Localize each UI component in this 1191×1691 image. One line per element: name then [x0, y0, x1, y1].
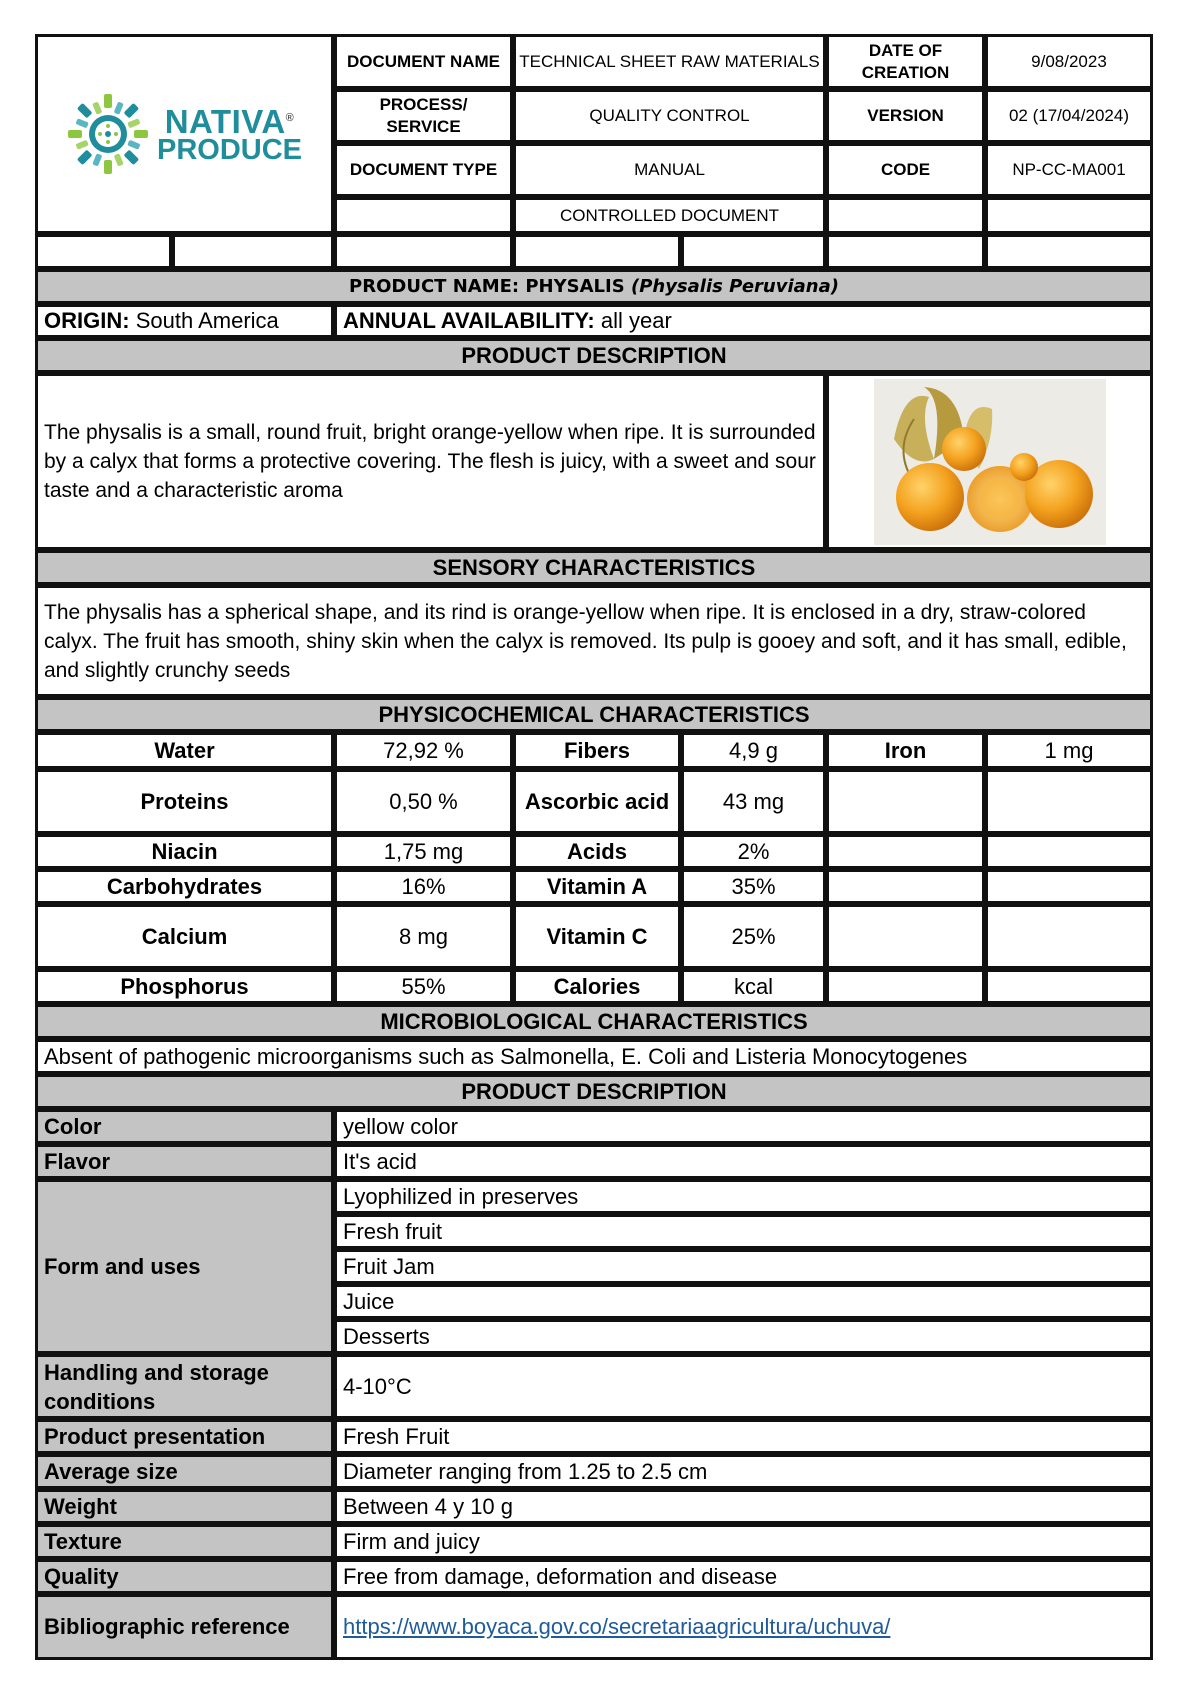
registered-mark: ® [285, 112, 295, 124]
size-label: Average size [35, 1454, 334, 1489]
document-name-value: TECHNICAL SHEET RAW MATERIALS [513, 34, 826, 89]
sun-logo-icon [67, 93, 149, 175]
biblio-label: Bibliographic reference [35, 1594, 334, 1660]
physico-cell [826, 834, 985, 869]
product-photo-cell [826, 373, 1153, 550]
physico-cell: 72,92 % [334, 732, 513, 769]
empty-cell [334, 197, 513, 234]
date-value: 9/08/2023 [985, 34, 1153, 89]
controlled-document-label: CONTROLLED DOCUMENT [513, 197, 826, 234]
details-title: PRODUCT DESCRIPTION [35, 1074, 1153, 1109]
micro-text: Absent of pathogenic microorganisms such as Salmonella, E. Coli and Listeria Monocytogenes [35, 1039, 1153, 1074]
availability-cell [334, 304, 1153, 338]
physico-cell: 25% [681, 904, 826, 969]
presentation-value: Fresh Fruit [334, 1419, 1153, 1454]
physico-cell: 35% [681, 869, 826, 904]
logo-box [35, 34, 334, 234]
origin-value: South America [135, 308, 279, 333]
quality-label: Quality [35, 1559, 334, 1594]
origin-cell [35, 304, 334, 338]
physico-cell [985, 769, 1153, 834]
logo-wordmark-bottom: PRODUCE [156, 134, 302, 166]
company-logo [67, 93, 302, 175]
physico-cell: 1,75 mg [334, 834, 513, 869]
product-scientific-name: (Physalis Peruviana) [630, 276, 839, 297]
physico-cell: Proteins [35, 769, 334, 834]
physico-cell: Carbohydrates [35, 869, 334, 904]
physico-cell: 1 mg [985, 732, 1153, 769]
uses-item: Desserts [334, 1319, 1153, 1354]
uses-item: Fruit Jam [334, 1249, 1153, 1284]
texture-value: Firm and juicy [334, 1524, 1153, 1559]
bibliographic-reference-link[interactable]: https://www.boyaca.gov.co/secretariaagricultura/uchuva/ [343, 1614, 891, 1639]
version-value: 02 (17/04/2024) [985, 89, 1153, 143]
uses-item: Fresh fruit [334, 1214, 1153, 1249]
physico-cell: 55% [334, 969, 513, 1004]
physico-cell: Water [35, 732, 334, 769]
code-value: NP-CC-MA001 [985, 143, 1153, 197]
product-name-bar [35, 269, 1153, 304]
empty-cell [826, 234, 985, 269]
weight-label: Weight [35, 1489, 334, 1524]
logo-wordmark-top: NATIVA [164, 103, 286, 140]
origin-label: ORIGIN: [44, 308, 130, 333]
storage-label: Handling and storage conditions [35, 1354, 334, 1419]
biblio-cell [334, 1594, 1153, 1660]
document-name-label: DOCUMENT NAME [334, 34, 513, 89]
physico-cell: 16% [334, 869, 513, 904]
physico-cell: Iron [826, 732, 985, 769]
process-label: PROCESS/ SERVICE [334, 89, 513, 143]
sensory-text: The physalis has a spherical shape, and its rind is orange-yellow when ripe. It is enclosed in a dry, straw-colored calyx. The fruit has smooth, shiny skin when the calyx is removed. Its pulp is gooey and soft, and it has small, edible, and slightly crunchy seeds [35, 585, 1153, 697]
flavor-value: It's acid [334, 1144, 1153, 1179]
color-label: Color [35, 1109, 334, 1144]
presentation-label: Product presentation [35, 1419, 334, 1454]
physico-cell: Fibers [513, 732, 681, 769]
texture-label: Texture [35, 1524, 334, 1559]
physalis-photo [874, 379, 1106, 545]
description-text: The physalis is a small, round fruit, bright orange-yellow when ripe. It is surrounded by a calyx that forms a protective covering. The flesh is juicy, with a sweet and sour taste and a characteristic aroma [35, 373, 826, 550]
physico-cell [826, 869, 985, 904]
physico-cell: Ascorbic acid [513, 769, 681, 834]
date-label: DATE OF CREATION [826, 34, 985, 89]
uses-item: Lyophilized in preserves [334, 1179, 1153, 1214]
empty-cell [172, 234, 334, 269]
availability-label: ANNUAL AVAILABILITY: [343, 308, 595, 333]
product-name: PRODUCT NAME: PHYSALIS [349, 276, 625, 297]
physico-cell [985, 904, 1153, 969]
doctype-value: MANUAL [513, 143, 826, 197]
physico-cell [985, 834, 1153, 869]
physico-cell: 43 mg [681, 769, 826, 834]
empty-cell [681, 234, 826, 269]
physico-cell: Phosphorus [35, 969, 334, 1004]
physico-cell: Calcium [35, 904, 334, 969]
color-value: yellow color [334, 1109, 1153, 1144]
weight-value: Between 4 y 10 g [334, 1489, 1153, 1524]
sensory-title: SENSORY CHARACTERISTICS [35, 550, 1153, 585]
physico-cell: 4,9 g [681, 732, 826, 769]
physico-cell [826, 969, 985, 1004]
physico-cell: Vitamin C [513, 904, 681, 969]
description-title: PRODUCT DESCRIPTION [35, 338, 1153, 373]
physico-cell: kcal [681, 969, 826, 1004]
physico-title: PHYSICOCHEMICAL CHARACTERISTICS [35, 697, 1153, 732]
availability-value: all year [600, 308, 672, 333]
uses-item: Juice [334, 1284, 1153, 1319]
empty-cell [826, 197, 985, 234]
code-label: CODE [826, 143, 985, 197]
physico-cell: Niacin [35, 834, 334, 869]
micro-title: MICROBIOLOGICAL CHARACTERISTICS [35, 1004, 1153, 1039]
physico-cell [826, 904, 985, 969]
version-label: VERSION [826, 89, 985, 143]
physico-cell: 2% [681, 834, 826, 869]
size-value: Diameter ranging from 1.25 to 2.5 cm [334, 1454, 1153, 1489]
doctype-label: DOCUMENT TYPE [334, 143, 513, 197]
physico-cell: Acids [513, 834, 681, 869]
physico-cell [826, 769, 985, 834]
empty-cell [35, 234, 172, 269]
process-value: QUALITY CONTROL [513, 89, 826, 143]
empty-cell [985, 234, 1153, 269]
uses-label: Form and uses [35, 1179, 334, 1354]
physico-cell: 0,50 % [334, 769, 513, 834]
empty-cell [334, 234, 513, 269]
empty-cell [985, 197, 1153, 234]
physico-cell [985, 969, 1153, 1004]
physico-cell: Vitamin A [513, 869, 681, 904]
storage-value: 4-10°C [334, 1354, 1153, 1419]
physico-cell [985, 869, 1153, 904]
physico-cell: Calories [513, 969, 681, 1004]
empty-cell [513, 234, 681, 269]
physico-cell: 8 mg [334, 904, 513, 969]
flavor-label: Flavor [35, 1144, 334, 1179]
quality-value: Free from damage, deformation and disease [334, 1559, 1153, 1594]
